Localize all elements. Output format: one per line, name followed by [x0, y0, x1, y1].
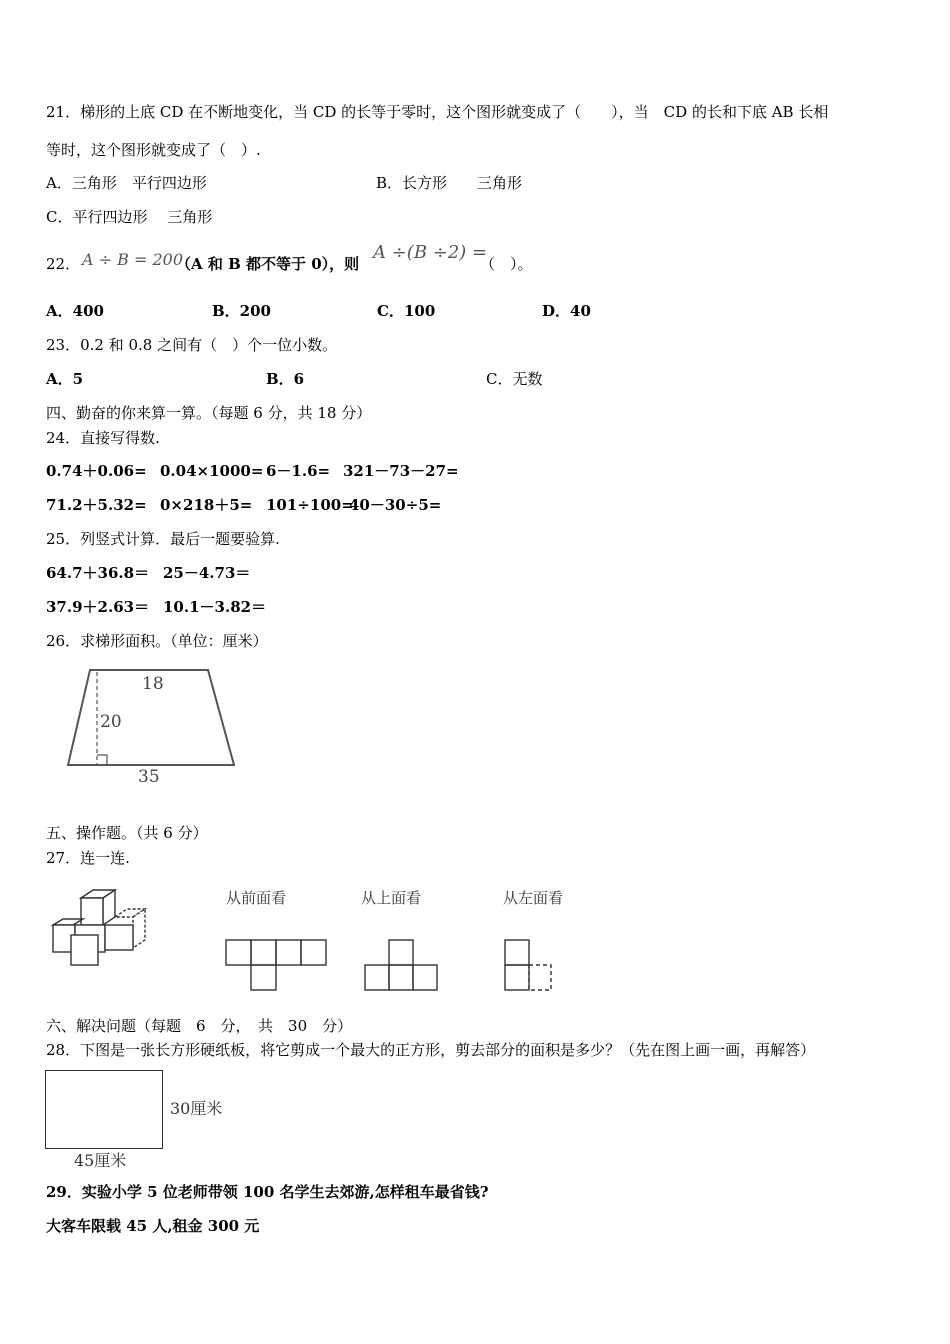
q26-stem: 26．求梯形面积。（单位：厘米）: [46, 632, 268, 650]
q24-r2c1: 71.2＋5.32=: [46, 496, 147, 514]
q23-option-c: C．无数: [486, 370, 543, 388]
left-view-shape: [502, 938, 558, 994]
trapezoid-bottom-label: 35: [138, 767, 160, 787]
q24-r1c2: 0.04×1000=: [160, 462, 264, 480]
q27-stem: 27．连一连.: [46, 849, 130, 867]
q22-expression2: A ÷(B ÷2) =: [373, 242, 488, 263]
q24-r1c1: 0.74＋0.06=: [46, 462, 147, 480]
section-5-heading: 五、操作题。（共 6 分）: [46, 824, 208, 842]
q24-stem: 24．直接写得数.: [46, 429, 160, 447]
q25-r1c1: 64.7＋36.8＝: [46, 564, 150, 582]
q21-option-b: B．长方形 三角形: [376, 174, 523, 192]
q22-option-a: A．400: [46, 302, 104, 320]
top-view-shape: [362, 938, 442, 994]
q25-r1c2: 25－4.73＝: [163, 564, 251, 582]
q22-option-d: D．40: [542, 302, 591, 320]
q21-option-a: A．三角形 平行四边形: [46, 174, 207, 192]
q22-option-c: C．100: [377, 302, 436, 320]
front-view-shape: [224, 938, 330, 994]
q21-line2: 等时，这个图形就变成了（ ）.: [46, 141, 261, 159]
q23-option-b: B．6: [266, 370, 305, 388]
trapezoid-top-label: 18: [142, 674, 164, 694]
section-6-heading: 六、解决问题（每题 6 分， 共 30 分）: [46, 1017, 353, 1035]
q22-expression1: A ÷ B = 200: [82, 250, 184, 269]
q29-stem: 29．实验小学 5 位老师带领 100 名学生去郊游,怎样租车最省钱?: [46, 1183, 489, 1201]
q24-r1c4: 321－73－27=: [343, 462, 459, 480]
q22-condition: （A 和 B 都不等于 0），则: [176, 255, 360, 273]
view-top-label: 从上面看: [361, 889, 422, 907]
q24-r2c2: 0×218＋5=: [160, 496, 253, 514]
section-4-heading: 四、勤奋的你来算一算。（每题 6 分，共 18 分）: [46, 404, 372, 422]
q25-r2c2: 10.1－3.82＝: [163, 598, 267, 616]
q24-r2c4: 40－30÷5=: [349, 496, 442, 514]
q25-stem: 25．列竖式计算．最后一题要验算.: [46, 530, 280, 548]
q25-r2c1: 37.9＋2.63＝: [46, 598, 150, 616]
q24-r1c3: 6－1.6=: [266, 462, 331, 480]
q24-r2c3: 101÷100=: [266, 496, 354, 514]
q28-stem: 28．下图是一张长方形硬纸板，将它剪成一个最大的正方形，剪去部分的面积是多少？（先在图上画一画，再解答）: [46, 1041, 816, 1059]
q21-line1: 21．梯形的上底 CD 在不断地变化，当 CD 的长等于零时，这个图形就变成了（ ），当 CD 的长和下底 AB 长相: [46, 103, 829, 121]
q22-option-b: B．200: [212, 302, 271, 320]
q21-option-c: C．平行四边形 三角形: [46, 208, 213, 226]
cube-stack-figure: [48, 885, 153, 970]
view-left-label: 从左面看: [503, 889, 564, 907]
q22-number: 22．: [46, 255, 81, 273]
trapezoid-figure: [60, 665, 250, 790]
trapezoid-height-label: 20: [100, 712, 122, 732]
q23-option-a: A．5: [46, 370, 84, 388]
q29-line2: 大客车限载 45 人,租金 300 元: [46, 1217, 260, 1235]
right-angle-mark: [97, 755, 107, 765]
cardboard-height-label: 30厘米: [170, 1099, 223, 1118]
cardboard-width-label: 45厘米: [74, 1151, 127, 1170]
q23-stem: 23．0.2 和 0.8 之间有（ ）个一位小数。: [46, 336, 338, 354]
q22-blank: （ ）。: [480, 255, 533, 273]
cardboard-rectangle: [45, 1070, 163, 1149]
view-front-label: 从前面看: [226, 889, 287, 907]
